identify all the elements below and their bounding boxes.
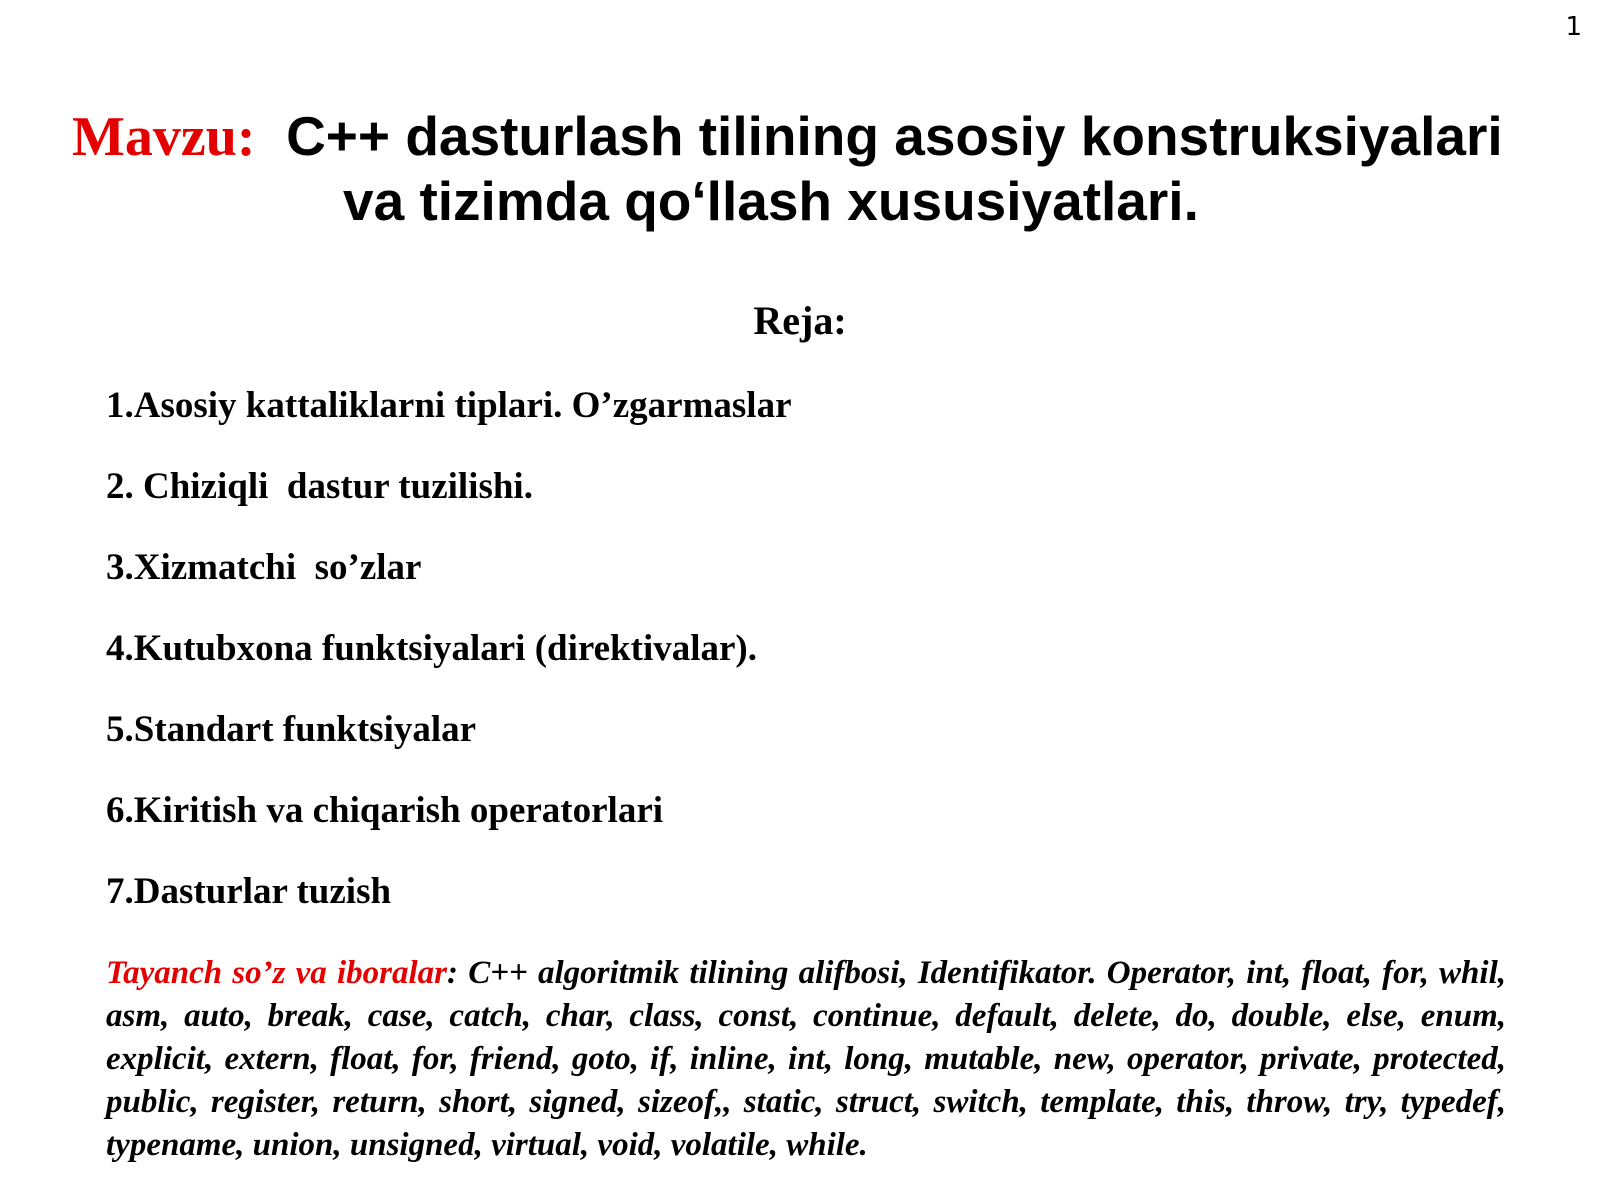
title-text-line-2: va tizimda qo‘llash xususiyatlari. (343, 170, 1199, 232)
plan-item: 4.Kutubxona funktsiyalari (direktivalar). (106, 628, 758, 669)
title-line-1 (72, 104, 1532, 169)
page-title (72, 104, 1532, 233)
title-label-colon: : (236, 106, 256, 168)
title-text-line-1: C++ dasturlash tilining asosiy konstruksiyalari (286, 105, 1503, 167)
plan-item: 6.Kiritish va chiqarish operatorlari (106, 790, 664, 831)
plan-item: 7.Dasturlar tuzish (106, 871, 392, 912)
plan-list (106, 381, 792, 948)
plan-item: 3.Xizmatchi so’zlar (106, 547, 422, 588)
plan-item: 5.Standart funktsiyalar (106, 709, 477, 750)
plan-item: 1.Asosiy kattaliklarni tiplari. O’zgarmaslar (106, 385, 792, 426)
plan-item: 2. Chiziqli dastur tuzilishi. (106, 466, 533, 507)
keywords-label: Tayanch so’z va iboralar (106, 955, 448, 991)
plan-heading: Reja: (753, 298, 847, 343)
keywords-text: C++ algoritmik tilining alifbosi, Identifikator. Operator, int, float, for, whil, asm, auto, break, case, catch, char, class, const, continue, default, delete, do, double, else, enum, explicit, extern, float, for, friend, goto, if, inline, int, long, mutable, new, operator, private, protected, public, register, return, short, signed, sizeof,, static, struct, switch, template, this, throw, try, typedef, typename, union, unsigned, virtual, void, volatile, while. (106, 955, 1506, 1163)
title-label: Mavzu (72, 106, 237, 168)
keywords-paragraph (106, 952, 1506, 1167)
keywords-separator: : (447, 955, 469, 991)
page-number: 1 (1565, 12, 1582, 42)
